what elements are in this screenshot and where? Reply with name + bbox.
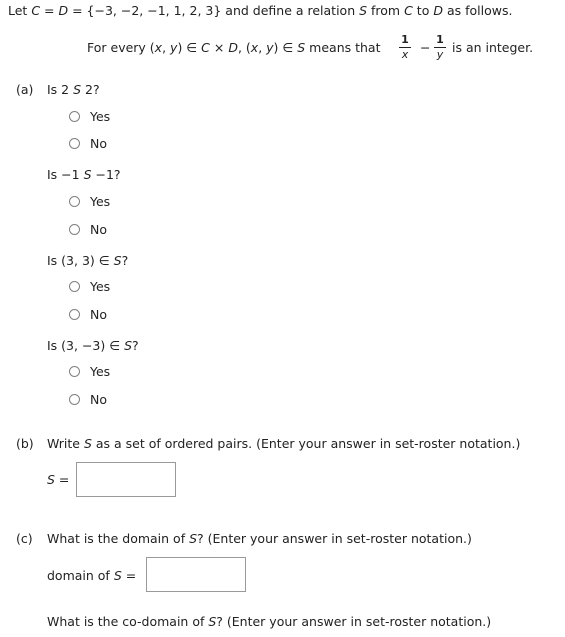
option-a1-no[interactable]: No [69, 135, 107, 151]
question-a3: Is (3, 3) ∈ S? [47, 253, 129, 268]
radio-button[interactable] [69, 281, 80, 292]
fraction-one-over-y [434, 34, 446, 61]
question-a1: Is 2 S 2? [47, 82, 100, 97]
part-a-label: (a) [16, 82, 34, 97]
domain-answer-input[interactable] [146, 557, 246, 592]
part-c-question: What is the domain of S? (Enter your answer in set-roster notation.) [47, 531, 472, 546]
radio-button[interactable] [69, 366, 80, 377]
fraction-numerator: 1 [436, 33, 444, 46]
question-a4: Is (3, −3) ∈ S? [47, 338, 139, 353]
radio-button[interactable] [69, 138, 80, 149]
question-a2: Is −1 S −1? [47, 167, 121, 182]
fraction-denominator: y [436, 48, 444, 61]
option-a3-yes[interactable]: Yes [69, 278, 110, 294]
part-b-label: (b) [16, 436, 34, 451]
option-a4-no[interactable]: No [69, 391, 107, 407]
radio-button[interactable] [69, 196, 80, 207]
rule-end-text: is an integer. [452, 40, 534, 55]
option-a2-yes[interactable]: Yes [69, 193, 110, 209]
part-c-label: (c) [16, 531, 33, 546]
option-a2-no[interactable]: No [69, 221, 107, 237]
minus-sign: − [420, 40, 431, 55]
part-b-question: Write S as a set of ordered pairs. (Enter your answer in set-roster notation.) [47, 436, 521, 451]
radio-button[interactable] [69, 394, 80, 405]
s-answer-label: S = [47, 472, 70, 487]
option-a1-yes[interactable]: Yes [69, 108, 110, 124]
option-a4-yes[interactable]: Yes [69, 363, 110, 379]
domain-answer-label: domain of S = [47, 568, 137, 583]
fraction-denominator: x [401, 48, 409, 61]
fraction-one-over-x [399, 34, 411, 61]
radio-button[interactable] [69, 309, 80, 320]
codomain-question: What is the co-domain of S? (Enter your answer in set-roster notation.) [47, 614, 492, 629]
s-answer-input[interactable] [76, 462, 176, 497]
relation-definition: For every (x, y) ∈ C × D, (x, y) ∈ S means that [87, 40, 381, 55]
radio-button[interactable] [69, 111, 80, 122]
fraction-numerator: 1 [401, 33, 409, 46]
option-a3-no[interactable]: No [69, 306, 107, 322]
radio-button[interactable] [69, 224, 80, 235]
intro-text: Let C = D = {−3, −2, −1, 1, 2, 3} and define a relation S from C to D as follows. [8, 3, 513, 18]
